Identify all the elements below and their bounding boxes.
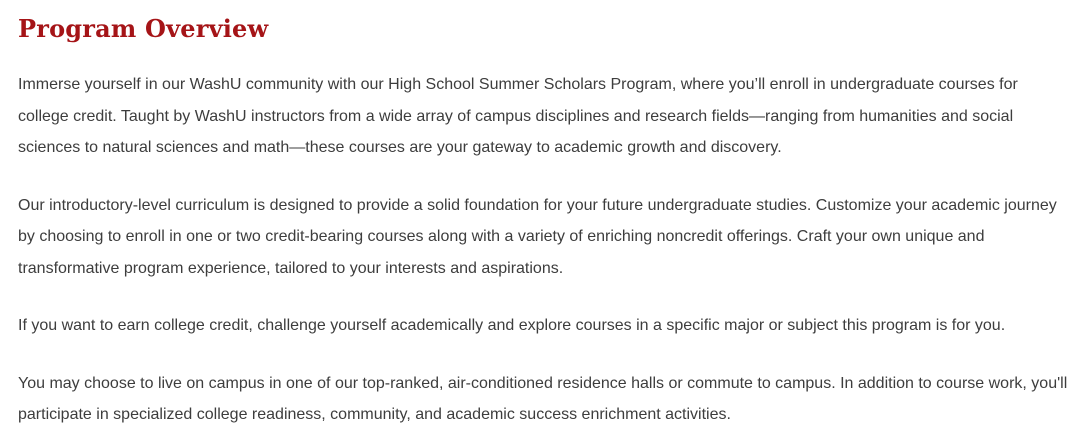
overview-paragraph-2: Our introductory-level curriculum is designed to provide a solid foundation for your future undergraduate studies. Customize your academic journey by choosing to enroll in one or two credit-bearing courses along with a variety of enriching noncredit offerings. Craft your own unique and transformative program experience, tailored to your interests and aspirations. (18, 196, 1057, 277)
program-overview-section (18, 0, 1068, 431)
page-title: Program Overview (18, 14, 269, 43)
overview-paragraph-4: You may choose to live on campus in one of our top-ranked, air-conditioned residence halls or commute to campus. In addition to course work, you'll participate in specialized college readiness, community, and academic success enrichment activities. (18, 374, 1068, 423)
overview-paragraph-1: Immerse yourself in our WashU community with our High School Summer Scholars Program, where you’ll enroll in undergraduate courses for college credit. Taught by WashU instructors from a wide array of campus disciplines and research fields—ranging from humanities and social sciences to natural sciences and math—these courses are your gateway to academic growth and discovery. (18, 76, 1018, 156)
overview-paragraph-3: If you want to earn college credit, challenge yourself academically and explore courses in a specific major or subject this program is for you. (18, 317, 1006, 334)
